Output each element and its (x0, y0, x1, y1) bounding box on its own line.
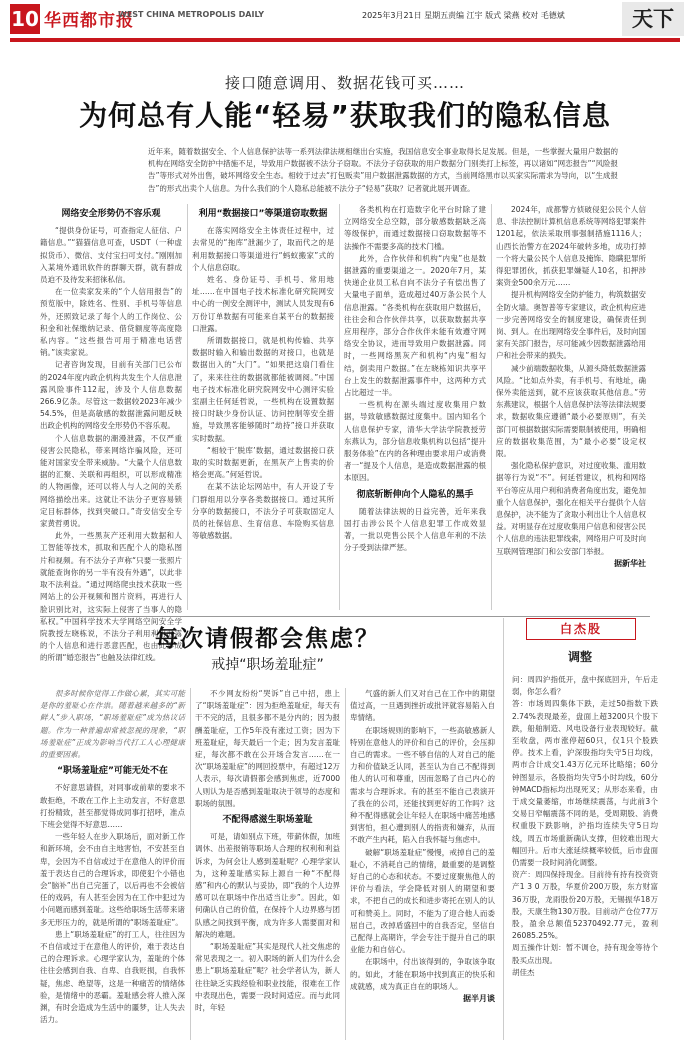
paragraph: 气盛的新人们又对自己在工作中的期望值过高，一旦遇到挫折或批评就容易陷入自卑情绪。 (350, 689, 495, 723)
section-badge: 天下 (622, 2, 684, 36)
paragraph: 在落实网络安全主体责任过程中，过去常见的“拖库”泄漏少了，取而代之的是利用数据接口等渠道进行“蚂蚁搬家”式的个人信息窃取。 (192, 226, 334, 272)
article2-column-1 (40, 688, 185, 1040)
editor-credits: 责编 江宇 版式 梁燕 校对 毛德斌 (448, 11, 565, 20)
article2-headline: 每次请假都会焦虑？ (155, 626, 380, 652)
article2-column-2 (195, 688, 340, 1040)
column-rule (345, 688, 346, 1040)
column-rule (190, 688, 191, 1040)
paragraph: 此外，合作伙伴和机构“内鬼”也是数据泄露的重要渠道之一。2020年7月，某快递企业员工私自向不法分子有偿出售了大量电子面单，造成超过40万条公民个人信息泄露。“各类机构在获取用户数据后，往往会和合作伙伴共享，以获取数据共享应用程序，部分合作伙伴未能有效遵守网络安全协议，进而导致用户数据泄露。同时，一些网络黑灰产和机构“内鬼”相勾结，倒卖用户数据。”在左晓栋知识共享平台上发生的数据泄露事件中，这两种方式占比超过一半。 (344, 253, 486, 398)
paragraph: 在一位卖家发来的“个人信用报告”的预览版中，除姓名、性别、手机号等信息外，还照致记录了每个人的工作岗位、公积金和社保缴纳记录、借贷额度等高度隐私内容。“这些报告可用于精准电话营销。”该卖家说。 (40, 287, 182, 358)
article2-column-3 (350, 688, 495, 1040)
section-heading: 利用“数据接口”等渠道窃取数据 (198, 209, 328, 219)
paragraph: 随着法律法规的日益完善，近年来我国打击涉公民个人信息犯罪工作成效显著，一批以兜售公民个人信息年利的不法分子受到法律严惩。 (344, 506, 486, 553)
article-lede: 近年来，随着数据安全、个人信息保护法等一系列法律法规相继出台实施，我国信息安全事业取得长足发展。但是，一些掌握大量用户数据的机构在网络安全防护中措施不足，导致用户数据被不法分子窃取。不法分子窃获取的用户数据分门别类打上标签，再以诸如“网恋报告”“风险报告”等形式对外出售，破坏网络安全生态。相较于过去“打包贩卖”用户数据泄露数据的方式，当前网络黑市以买家实际需求为导向，以“生成报告”的形式出卖个人信息。为什么我们的个人隐私总能被不法分子“轻易”获取？记者就此展开调查。 (148, 147, 618, 193)
paragraph: 不好意思请假，对同事或前辈的要求不敢拒绝，不敢在工作上主动发言，不好意思打扮精致，甚至都觉得成同事打招呼，准点下班会觉得不好意思…… (40, 783, 185, 830)
sidebar-title: 调整 (567, 650, 592, 664)
sidebar-tips: 周五操作计划：暂不调仓，持有现金等待个股买点出现。 (512, 943, 658, 965)
sidebar-byline: 胡佳杰 (512, 967, 535, 977)
paragraph: 所谓数据接口，就是机构传输、共享数据时输入和输出数据的对接口，也就是数据出入的“大门”。“如果把这扇门看住了，来来往往的数据就都能被调阅。”中国电子技术标准化研究院网安中心测评实验室副主任何延哲说，一些机构在设置数据接口时缺少身份认证、访问控制等安全措施，导致黑客能够随时“劫持”接口并获取实时数据。 (192, 336, 334, 443)
sidebar-column-tag: 白杰股 (526, 618, 636, 640)
article-divider (40, 616, 650, 617)
paragraph: 破解“职场羞耻症”慢慢，戒掉自己的羞耻心，不消耗自己的情绪，最重要的是调整好自己的心态和状态。不要过度聚焦他人的评价与看法，学会降低对别人的期望和要求，不把自己的成长和进步寄托在别人的认可和赞美上。同时，不能为了迎合他人而委屈自己，改掉盾盛回中的自我否定，坚信自己配得上高期许，学会专注于提升自己的职业能力和自信心。 (350, 847, 495, 955)
section-heading: 不配得感滋生职场羞耻 (222, 815, 313, 826)
article-byline: 据新华社 (614, 558, 646, 568)
article-kicker: 接口随意调用、数据花钱可买…… (224, 74, 465, 92)
sidebar-question: 问：周四沪指低开，盘中探底回升，午后走弱，你怎么看？ (512, 675, 658, 697)
paragraph: 记者咨询发现，目前有关部门已公布的2024年度内政企机构共发生个人信息泄露风险事件112起，涉及个人信息数据266.9亿条。尽管这一数据较2023年减少54.5%，但是高敏感的数据泄露问题反映出政企机构的网络安全形势仍不容乐观。 (40, 360, 182, 431)
paragraph: 在某不法论坛网站中，有人开设了专门群组用以分享各类数据接口。通过其所分享的数据接口，不法分子可获取固定人员的社保信息、生育信息、车险购买信息等敏感数据。 (192, 482, 334, 541)
paragraph: 减少前端数据收集，从源头降低数据泄露风险。“比如点外卖，有手机号、有地址，确保外卖能送到，就不应该获取其他信息。”劳东燕建议，根据个人信息保护法等法律法规要求，数据收集应遵循“最小必要原则”，有关部门可根据数据实际需要限制被使用，明确相应的数据收集范围，为“最小必要”设定权限。 (496, 363, 646, 459)
sidebar-qa (512, 674, 658, 979)
paragraph: 强化隐私保护意识，对过度收集、滥用数据等行为说“不”。何延哲建议，机构和网络平台等应从用户利和消费者角度出发，避免加重个人信息保护，强化在相关平台提供个人信息保护，决不能为了贪取小利出让个人信息权益。对明显存在过度收集用户信息和侵害公民个人信息的违法犯罪线索，网络用户可及时向互联网管理部门和公安部门举报。 (496, 461, 646, 556)
article-column-2 (192, 204, 334, 610)
masthead (0, 0, 690, 44)
paragraph: 在职场规则的影响下，一些高敏感新人特别在意他人的评价和自己的评价，会压抑自己的需求。一些不够自信的人对自己的能力和价值缺乏认同，甚至认为自己不配得到他人的认可和尊重，因而忽略了自己内心的需求与合理诉求。有的甚至不能自己表演开了我在的公司，还能找到更好的工作吗？这种不配得感就会让年轻人在职场中痛苦地感到害怕，担心遭到别人的指责和嫌弃，从而不敢产生内耗，陷入自我怀疑与焦虑中。 (350, 725, 495, 845)
masthead-rule (10, 38, 680, 42)
section-heading: 彻底斩断伸向个人隐私的黑手 (356, 489, 474, 500)
paragraph: 2024年，成都警方侦破侵犯公民个人信息、非法控制计算机信息系统等网络犯罪案件1201起，依法采取刑事强制措施1116人；山西长治警方在2024年破转多地，成功打掉一个将大量公民个人信息及掩饰、隐瞒犯罪所得犯罪团伙，抓获犯罪嫌疑人10名，扣押涉案资金500余万元…… (496, 205, 646, 288)
paragraph: 不少网友纷纷“哭诉”自己中招，患上了“职场羞耻症”：因为拒绝羞耻症，每天有干不完的活，且很多都不是分内的；因为报酬羞耻症，工作5年没有涨过工资；因为下班羞耻症，每天最后一个走；因为发言羞耻症，每次都不敢在公开场合发言……在一次“职场羞耻症”的网回投票中，有超过12万人表示，每次请假都会感到焦虑，近7000人则认为是否感到羞耻取决于领导的态度和职场的氛围。 (195, 689, 340, 808)
article-column-3 (344, 204, 486, 610)
paragraph: 一些年轻人在步入职场后，面对新工作和新环境，会不由自主地害怕，不安甚至自卑，会因为不自信或过于在意他人的评价而羞于表达自己的合理诉求，即使犯个小错也会“脑补”出自己完蛋了，以后再也不会被信任的戏码，有人甚至会因为在工作中犯过为小问题而感到羞耻。这些给职场生活带来诸多无形压力的，就是所谓的“职场羞耻症”。 (40, 832, 185, 927)
section-heading: 网络安全形势仍不容乐观 (61, 209, 161, 219)
paragraph: 一些机构在源头端过度收集用户数据，导致敏感数据过度集中。国内知名个人信息保护专家，清华大学法学院教授劳东燕认为，部分信息收集机构以包括“提升服务体验”在内的各种理由要求用户或消费者一“提及个人信息，是造成数据泄露的根本原因。 (344, 400, 486, 483)
paragraph: “职场羞耻症”其实是现代人社交焦虑的常见表现之一。初入职场的新人们为什么会患上“职场羞耻症”呢？社会学者认为，新人往往缺乏实践经验和职业技能，很难在工作中表现出色，需要一段时间适应。而与此同时，年轻 (195, 942, 340, 1013)
sidebar-stats: 资产：周四保持现金。目前待有持有投资资产1 3 0 万股，华夏价200万股，东方财富36万股，龙雨股份20万股，无锡振华18万股，天康生物130万股。目前动产仓位77万股，盈余总额值52370492.77元，盈利26085.25%。 (512, 870, 658, 941)
column-rule (491, 204, 492, 610)
paragraph: 姓名、身份证号、手机号、常用地址……在中国电子技术标准化研究院网安中心的一例安全测评中，测试人员发现有6万份订单数据有可能来自某平台的数据接口泄露。 (192, 275, 334, 333)
column-rule (339, 204, 340, 610)
dateline: 2025年3月21日 星期五 (362, 11, 449, 20)
sidebar-rule (503, 618, 504, 1040)
article2-byline: 据半月谈 (463, 994, 495, 1004)
article-column-1 (40, 204, 182, 663)
article-column-4 (496, 204, 646, 610)
paragraph: 各类机构在打造数字化平台时除了建立网络安全总空隙，部分敏感数据缺乏高等级保护，而通过数据接口窃取数据等不法操作不需要多高的技术门槛。 (344, 205, 486, 251)
paragraph: 可是，请如别点下班，带薪休假，加班调休、出差报销等职场人合理的权利和利益诉求，为何会让人感到羞耻呢？心理学家认为，这种羞耻感实际上源自一种“不配得感”和内心的默认与妥协，即“我的个人边界感可以在职场中作出适当让步”。因此，如何确认自己的价值，在保持个人边界感与团队感之间找到平衡，成为许多人需要面对和解决的难题。 (195, 832, 340, 939)
newspaper-logo: 华西都市报 (44, 11, 134, 31)
paragraph: 患上“职场羞耻症”的打工人，往往因为不自信或过于在意他人的评价，难于表达自己的合理诉求。心理学家认为，羞耻的个体往往会感到自我、自卑、自我贬损，自我怀疑，焦虑、绝望等，这是一种痛苦的情绪体验，是情绪中的恶霸。羞耻感会将人推入深渊，有时会造成为生活中的噩梦，让人失去活力。 (40, 929, 185, 1025)
newspaper-logo-en: WEST CHINA METROPOLIS DAILY (118, 10, 265, 19)
sidebar-answer: 答：市场周四集体下跌，走过50指数下跌2.74%表现最差，盘面上超3200只个股下跌，船舶制造、风电设备行业表现较好。截至收盘，两市涨停超60只，仅1只个股跌停。技术上看，沪深股指均失守5日均线，两市合计成交1.43万亿元环比略缩；60分钟图显示，各股指均失守5小时均线，60分钟MACD指标均出现死叉；从形态来看，由于成交量萎缩，市场继续震荡，与此前3个交易日窄幅震荡不同的是，受周期股、消费权重股下跌影响，沪指均连续失守5日均线，周五市场重新确认支撑，但较难出现大幅回升。后市大涨延续概率较低，后市盘面仍需要一段时间消化调整。 (512, 699, 658, 868)
column-rule (187, 204, 188, 610)
article2-intro: 很多时候你觉得工作做心累，其实可能是你的羞耻心在作祟。随着越来越多的“新鲜人”步入职场，“职场羞耻症”成为热议话题。作为一种普遍却常被忽视的现象，“职场羞耻症”正成为影响当代打工人心理健康的重要因素。 (40, 689, 185, 760)
paragraph: 提升机构网络安全防护能力，构筑数据安全防火墙。奥智普等专家建议，政企机构应进一步完善网络安全的制度建设，确保责任到岗、到人。在出现网络安全事件后，及时向国家有关部门报告，尽可能减少因数据泄露给用户和社会带来的损失。 (496, 290, 646, 361)
paragraph: “提供身份证号，可查指定人征信、户籍信息。”“猫猫信息可查，USDT（一种虚拟货币）、微信、支付宝扫可支付。”刚刚加入某境外通讯软件的群聊天群，就有群成员迫不及待发来招徕私信。 (40, 226, 182, 285)
article2-subhead: 戒掉“职场羞耻症” (211, 657, 324, 673)
paragraph: “相较于‘脱库’数据，通过数据接口获取的实时数据更新，在黑灰产上售卖的价格会更高。”何延哲说。 (192, 445, 334, 480)
section-heading: “职场羞耻症”可能无处不在 (57, 766, 168, 777)
page-number: 10 (10, 4, 40, 34)
article-headline: 为何总有人能“轻易”获取我们的隐私信息 (79, 99, 611, 132)
paragraph: 个人信息数据的潮漫泄露，不仅严重侵害公民隐私，带来网络诈骗风险，还可能对国家安全带来威胁。“大量个人信息数据的汇聚、关联和再组织，可以形成精准的人物画像，还可以将人与人之间的关系网络描绘出来。这就让不法分子更容易锁定目标群体，找到突破口。”奇安信安全专家黄哲勇说。 (40, 433, 182, 529)
paragraph: 在职场中，付出该得到的，争取该争取的。如此，才能在职场中找到真正的快乐和成就感，成为真正自在的职场人。 (350, 957, 495, 991)
paragraph: 此外，一些黑灰产还利用大数据和人工智能等技术，抓取和匹配个人的隐私图片和视频。有不法分子声称“只要一张照片就能查询你的另一半有没有外遇”，以此非取不法利益。“通过网络爬虫技术获取一些网站上的公开视频和图片资料，再进行人脸识别比对，这实际上侵害了当事人的隐私权。”中国科学技术大学网络空间安全学院教授左晓栋说，不法分子利用利用泄露的个人信息和进行恶意匹配，也由此形成的所谓“婚恋报告”也触及法律红线。 (40, 531, 182, 663)
